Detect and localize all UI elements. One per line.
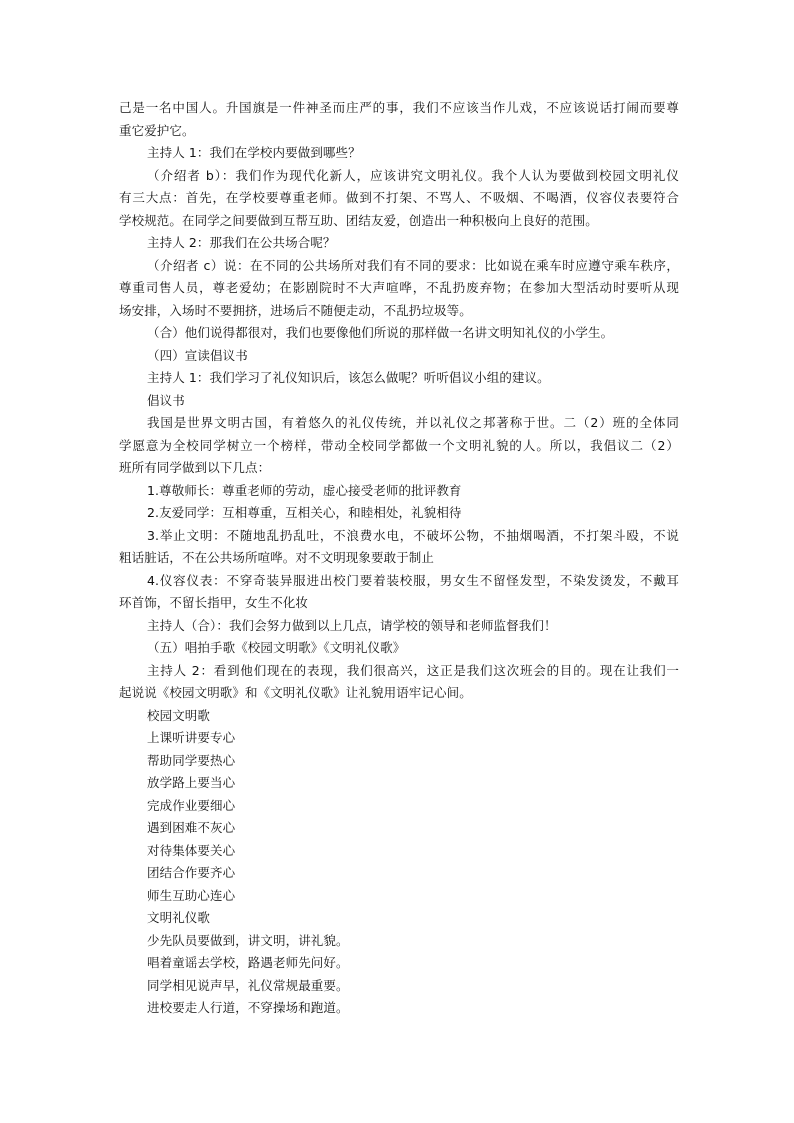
text-line: 进校要走人行道，不穿操场和跑道。 bbox=[147, 1000, 349, 1015]
text-line: （介绍者 b）：我们作为现代化新人，应该讲究文明礼仪。我个人认为要做到校园文明礼仪 bbox=[147, 167, 679, 183]
text-line: 粗话脏话，不在公共场所喧哗。对不文明现象要敢于制止 bbox=[119, 550, 435, 565]
text-line: 主持人 2：看到他们现在的表现，我们很高兴，这正是我们这次班会的目的。现在让我们一 bbox=[147, 662, 679, 678]
text-line: 我国是世界文明古国，有着悠久的礼仪传统，并以礼仪之邦著称于世。二（2）班的全体同 bbox=[147, 415, 679, 430]
text-line: 倡议书 bbox=[147, 392, 185, 408]
text-line: 放学路上要当心 bbox=[147, 775, 236, 790]
text-line: 同学相见说声早，礼仪常规最重要。 bbox=[147, 977, 349, 993]
text-line: 班所有同学做到以下几点： bbox=[119, 460, 271, 475]
document-body bbox=[119, 97, 679, 1020]
text-line: 文明礼仪歌 bbox=[147, 910, 211, 925]
text-line: 重它爱护它。 bbox=[119, 122, 195, 138]
text-line: 4.仪容仪表：不穿奇装异服进出校门要着装校服，男女生不留怪发型，不染发烫发，不戴耳 bbox=[147, 572, 679, 588]
text-line: （介绍者 c）说：在不同的公共场所对我们有不同的要求：比如说在乘车时应遵守乘车秩序， bbox=[147, 257, 679, 273]
text-line: 少先队员要做到，讲文明，讲礼貌。 bbox=[147, 932, 349, 948]
text-line: 上课听讲要专心 bbox=[147, 730, 236, 745]
text-line: 场安排，入场时不要拥挤，进场后不随便走动，不乱扔垃圾等。 bbox=[119, 302, 472, 318]
text-line: 主持人 2：那我们在公共场合呢？ bbox=[147, 235, 336, 250]
text-line: 主持人（合）：我们会努力做到以上几点，请学校的领导和老师监督我们！ bbox=[147, 617, 557, 633]
text-line: 唱着童谣去学校，路遇老师先问好。 bbox=[147, 955, 349, 970]
text-line: 师生互助心连心 bbox=[147, 887, 236, 903]
text-line: 1.尊敬师长：尊重老师的劳动，虚心接受老师的批评教育 bbox=[147, 482, 462, 498]
text-line: 校园文明歌 bbox=[147, 707, 211, 723]
text-line: 帮助同学要热心 bbox=[147, 752, 236, 768]
text-line: 环首饰，不留长指甲，女生不化妆 bbox=[119, 595, 309, 610]
text-line: 主持人 1：我们学习了礼仪知识后，该怎么做呢？听听倡议小组的建议。 bbox=[147, 370, 550, 385]
text-line: 团结合作要齐心 bbox=[147, 865, 236, 880]
text-line: 遇到困难不灰心 bbox=[147, 820, 236, 835]
text-line: 3.举止文明：不随地乱扔乱吐，不浪费水电，不破坏公物，不抽烟喝酒，不打架斗殴，不说 bbox=[147, 527, 679, 543]
text-line: （合）他们说得都很对，我们也要像他们所说的那样做一名讲文明知礼仪的小学生。 bbox=[147, 325, 614, 340]
text-line: （五）唱拍手歌《校园文明歌》《文明礼仪歌》 bbox=[147, 640, 406, 655]
text-line: 2.友爱同学：互相尊重，互相关心，和睦相处，礼貌相待 bbox=[147, 505, 462, 520]
text-line: 主持人 1：我们在学校内要做到哪些？ bbox=[147, 145, 361, 160]
text-line: 己是一名中国人。升国旗是一件神圣而庄严的事，我们不应该当作儿戏，不应该说话打闹而要尊 bbox=[119, 100, 679, 115]
text-line: 完成作业要细心 bbox=[147, 797, 236, 813]
text-line: 学校规范。在同学之间要做到互帮互助、团结友爱，创造出一种积极向上良好的范围。 bbox=[119, 212, 598, 228]
text-line: （四）宣读倡议书 bbox=[147, 347, 248, 363]
text-line: 对待集体要关心 bbox=[147, 842, 236, 858]
text-line: 起说说《校园文明歌》和《文明礼仪歌》让礼貌用语牢记心间。 bbox=[119, 685, 472, 700]
text-line: 尊重司售人员，尊老爱幼；在影剧院时不大声喧哗，不乱扔废弃物；在参加大型活动时要听从现 bbox=[119, 280, 679, 295]
text-line: 学愿意为全校同学树立一个榜样，带动全校同学都做一个文明礼貌的人。所以，我倡议二（2） bbox=[119, 437, 679, 453]
text-line: 有三大点：首先，在学校要尊重老师。做到不打架、不骂人、不吸烟、不喝酒，仪容仪表要符合 bbox=[119, 190, 679, 205]
